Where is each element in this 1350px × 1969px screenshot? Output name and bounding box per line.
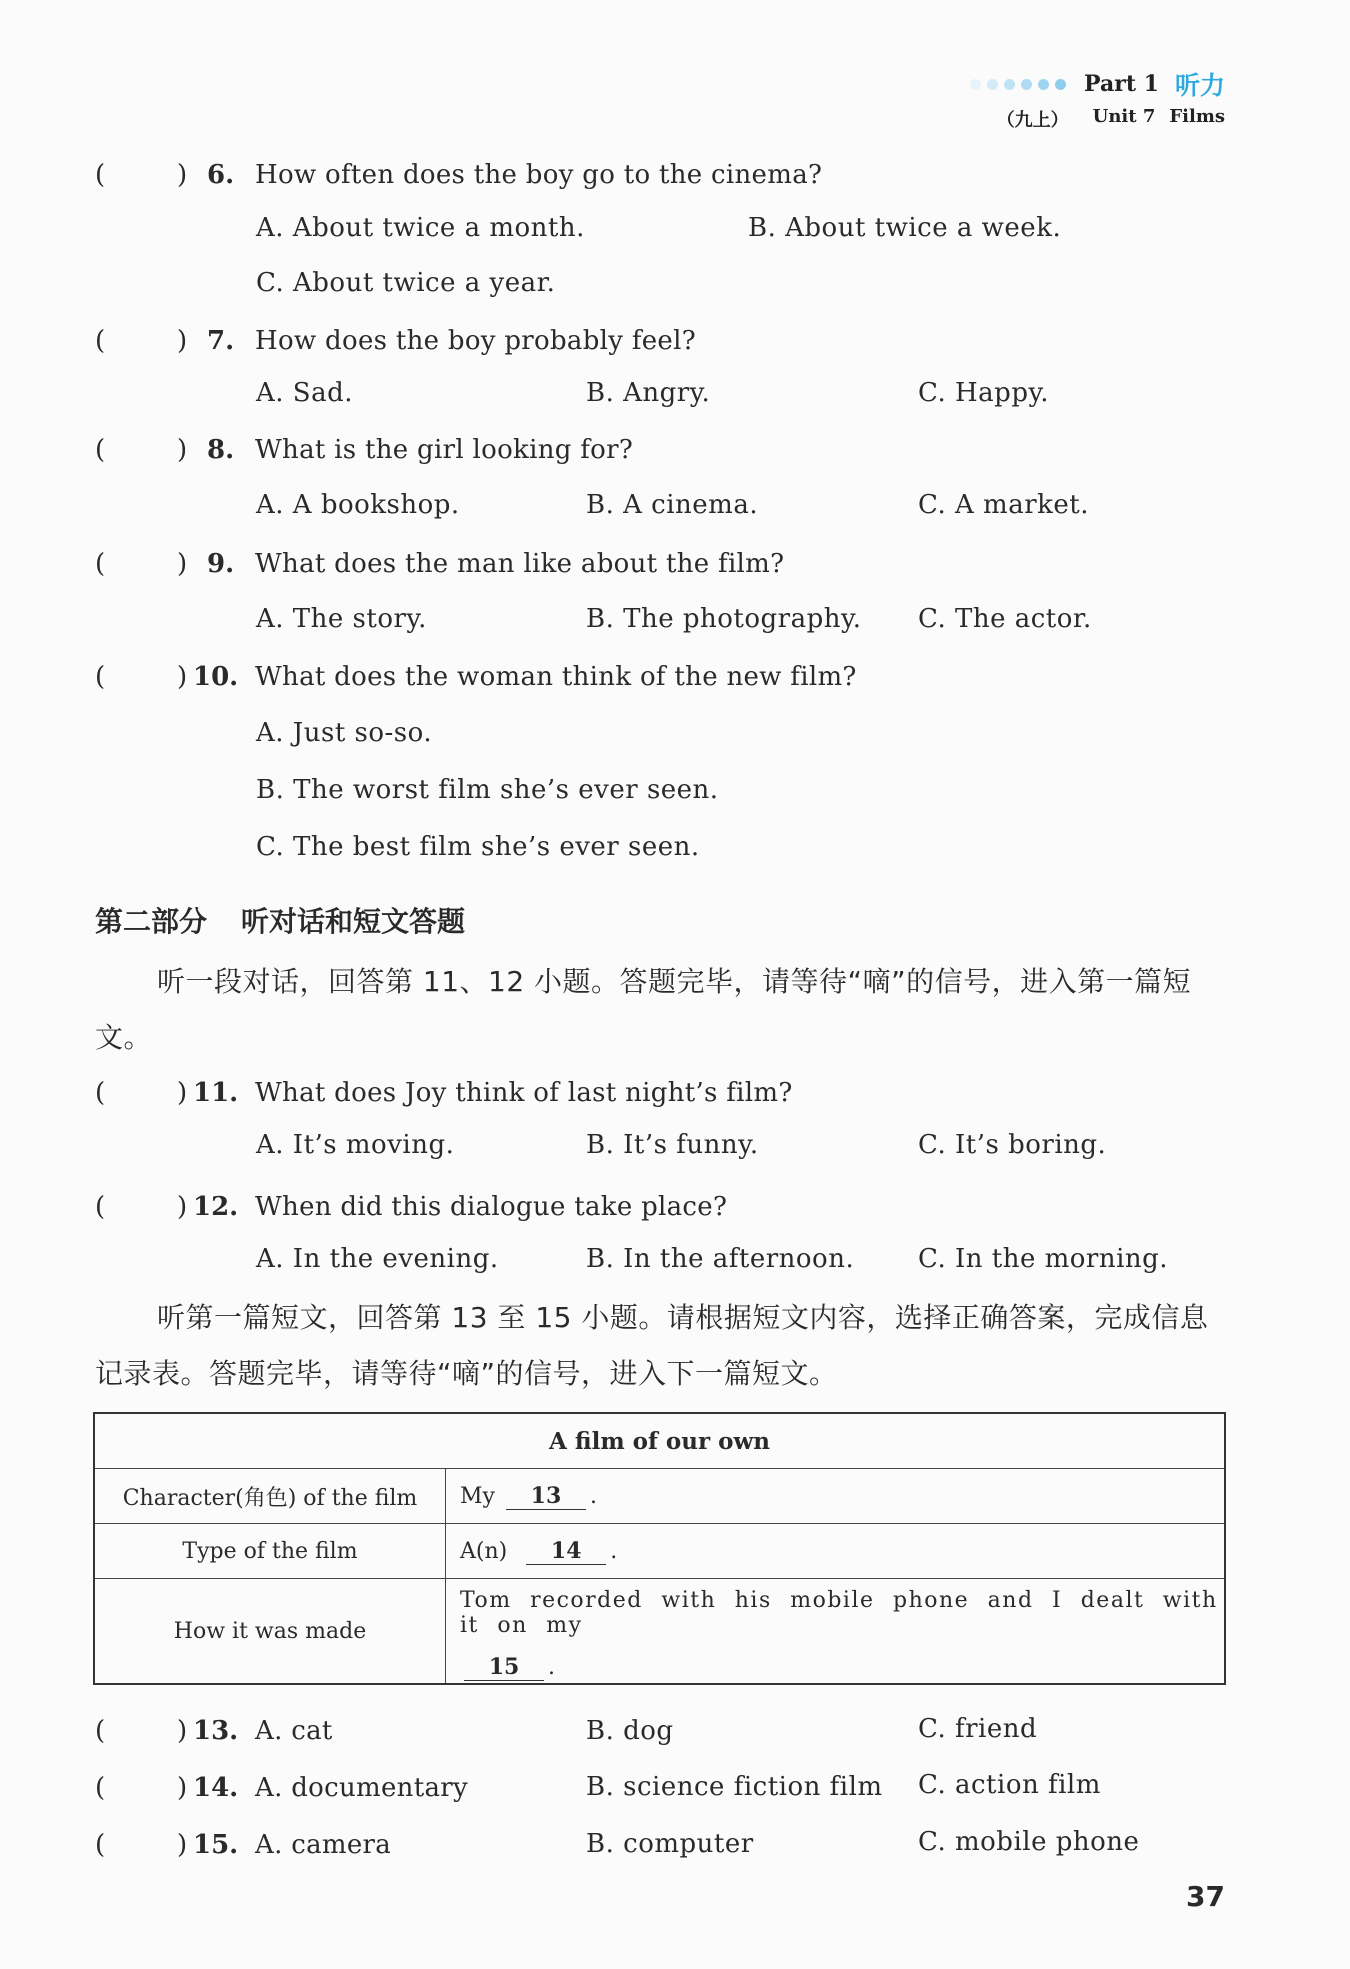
question-text: How often does the boy go to the cinema? (255, 160, 823, 190)
question-9 (95, 539, 1235, 589)
question-8 (95, 425, 1235, 475)
page-number: 37 (1186, 1880, 1225, 1913)
option-c: C. friend (918, 1714, 1038, 1744)
info-record-table (93, 1412, 1226, 1685)
section-title: 听力 (1174, 71, 1225, 100)
table-row (94, 1469, 1225, 1524)
question-number: 13. (193, 1716, 239, 1746)
table-title: A film of our own (94, 1413, 1225, 1469)
value-suffix: . (610, 1538, 618, 1564)
option-a: A. The story. (256, 604, 427, 634)
option-a: A. Just so-so. (256, 718, 433, 748)
option-a: A. camera (255, 1830, 392, 1860)
option-c: C. Happy. (918, 378, 1049, 408)
question-7 (95, 316, 1235, 366)
question-number: 15. (193, 1830, 239, 1860)
question-text: What does the man like about the film? (255, 549, 785, 579)
part2-title: 听对话和短文答题 (241, 905, 466, 938)
question-number: 8. (207, 435, 235, 465)
answer-blank-open[interactable]: ( (95, 1192, 106, 1222)
answer-blank-15[interactable]: 15 (464, 1654, 544, 1681)
answer-blank-13[interactable]: 13 (506, 1483, 586, 1510)
question-text: What does the woman think of the new film? (255, 662, 857, 692)
option-c: C. In the morning. (918, 1244, 1169, 1274)
option-b: B. It’s funny. (586, 1130, 759, 1160)
part2-heading (95, 900, 465, 940)
option-a: A. About twice a month. (256, 213, 585, 243)
value-prefix: A(n) (460, 1538, 508, 1564)
row-label: Type of the film (94, 1524, 446, 1579)
question-number: 9. (207, 549, 235, 579)
value-suffix: . (548, 1654, 555, 1680)
value-line: Tom recorded with his mobile phone and I dealt with it on my (460, 1587, 1218, 1638)
answer-blank-close: ) (177, 326, 188, 356)
option-b: B. computer (586, 1829, 754, 1859)
answer-blank-close: ) (177, 1716, 188, 1746)
option-a: A. Sad. (256, 378, 354, 408)
question-12 (95, 1182, 1235, 1232)
table-row (94, 1579, 1225, 1685)
question-number: 12. (193, 1192, 239, 1222)
option-c: C. action film (918, 1770, 1101, 1800)
question-number: 10. (193, 662, 239, 692)
answer-blank-close: ) (177, 1192, 188, 1222)
question-6 (95, 150, 1235, 200)
answer-blank-close: ) (177, 435, 188, 465)
answer-blank-open[interactable]: ( (95, 662, 106, 692)
decorative-dots-icon (970, 79, 1066, 90)
page-header (970, 66, 1225, 102)
part-label: Part 1 (1084, 71, 1159, 97)
row-value (446, 1579, 1226, 1685)
option-b: B. In the afternoon. (586, 1244, 855, 1274)
option-b: B. The worst film she’s ever seen. (256, 775, 719, 805)
option-c: C. About twice a year. (256, 268, 556, 298)
unit-title: Films (1169, 106, 1225, 127)
part2-label: 第二部分 (95, 905, 208, 938)
question-text: What does Joy think of last night’s film? (255, 1078, 793, 1108)
question-number: 7. (207, 326, 235, 356)
option-c: C. The best film she’s ever seen. (256, 832, 700, 862)
option-a: A. It’s moving. (256, 1130, 455, 1160)
row-label: How it was made (94, 1579, 446, 1685)
option-a: A. documentary (255, 1773, 468, 1803)
option-c: C. It’s boring. (918, 1130, 1107, 1160)
option-a: A. In the evening. (256, 1244, 499, 1274)
option-b: B. Angry. (586, 378, 711, 408)
answer-blank-open[interactable]: ( (95, 1773, 106, 1803)
header-subtitle (997, 106, 1225, 132)
row-value (446, 1469, 1226, 1524)
question-text: How does the boy probably feel? (255, 326, 696, 356)
option-b: B. About twice a week. (748, 213, 1062, 243)
option-b: B. A cinema. (586, 490, 759, 520)
question-number: 11. (193, 1078, 239, 1108)
answer-blank-close: ) (177, 549, 188, 579)
question-number: 14. (193, 1773, 239, 1803)
table-row (94, 1524, 1225, 1579)
grade-label: （九上） (996, 110, 1069, 131)
question-10 (95, 652, 1235, 702)
option-c: C. mobile phone (918, 1827, 1140, 1857)
option-b: B. science fiction film (586, 1772, 883, 1802)
question-number: 6. (207, 160, 235, 190)
option-b: B. dog (586, 1716, 674, 1746)
answer-blank-open[interactable]: ( (95, 160, 106, 190)
question-text: What is the girl looking for? (255, 435, 634, 465)
answer-blank-close: ) (177, 1773, 188, 1803)
instruction-paragraph-2: 听第一篇短文，回答第 13 至 15 小题。请根据短文内容，选择正确答案，完成信息记录表。答题完毕，请等待“嘀”的信号，进入下一篇短文。 (95, 1301, 1209, 1390)
answer-blank-close: ) (177, 1830, 188, 1860)
option-b: B. The photography. (586, 604, 862, 634)
unit-label: Unit 7 (1092, 106, 1156, 127)
answer-blank-open[interactable]: ( (95, 1830, 106, 1860)
answer-blank-open[interactable]: ( (95, 435, 106, 465)
instruction-paragraph-1: 听一段对话，回答第 11、12 小题。答题完毕，请等待“嘀”的信号，进入第一篇短文。 (95, 965, 1192, 1054)
option-a: A. A bookshop. (256, 490, 460, 520)
option-c: C. A market. (918, 490, 1089, 520)
value-suffix: . (589, 1483, 597, 1509)
value-prefix: My (460, 1483, 495, 1509)
answer-blank-open[interactable]: ( (95, 1716, 106, 1746)
answer-blank-close: ) (177, 1078, 188, 1108)
answer-blank-14[interactable]: 14 (526, 1538, 606, 1565)
row-value (446, 1524, 1226, 1579)
row-label: Character(角色) of the film (94, 1469, 446, 1524)
answer-blank-open[interactable]: ( (95, 1078, 106, 1108)
option-a: A. cat (255, 1716, 333, 1746)
answer-blank-close: ) (177, 160, 188, 190)
question-text: When did this dialogue take place? (255, 1192, 728, 1222)
option-c: C. The actor. (918, 604, 1092, 634)
answer-blank-open[interactable]: ( (95, 326, 106, 356)
answer-blank-open[interactable]: ( (95, 549, 106, 579)
question-11 (95, 1068, 1235, 1118)
answer-blank-close: ) (177, 662, 188, 692)
